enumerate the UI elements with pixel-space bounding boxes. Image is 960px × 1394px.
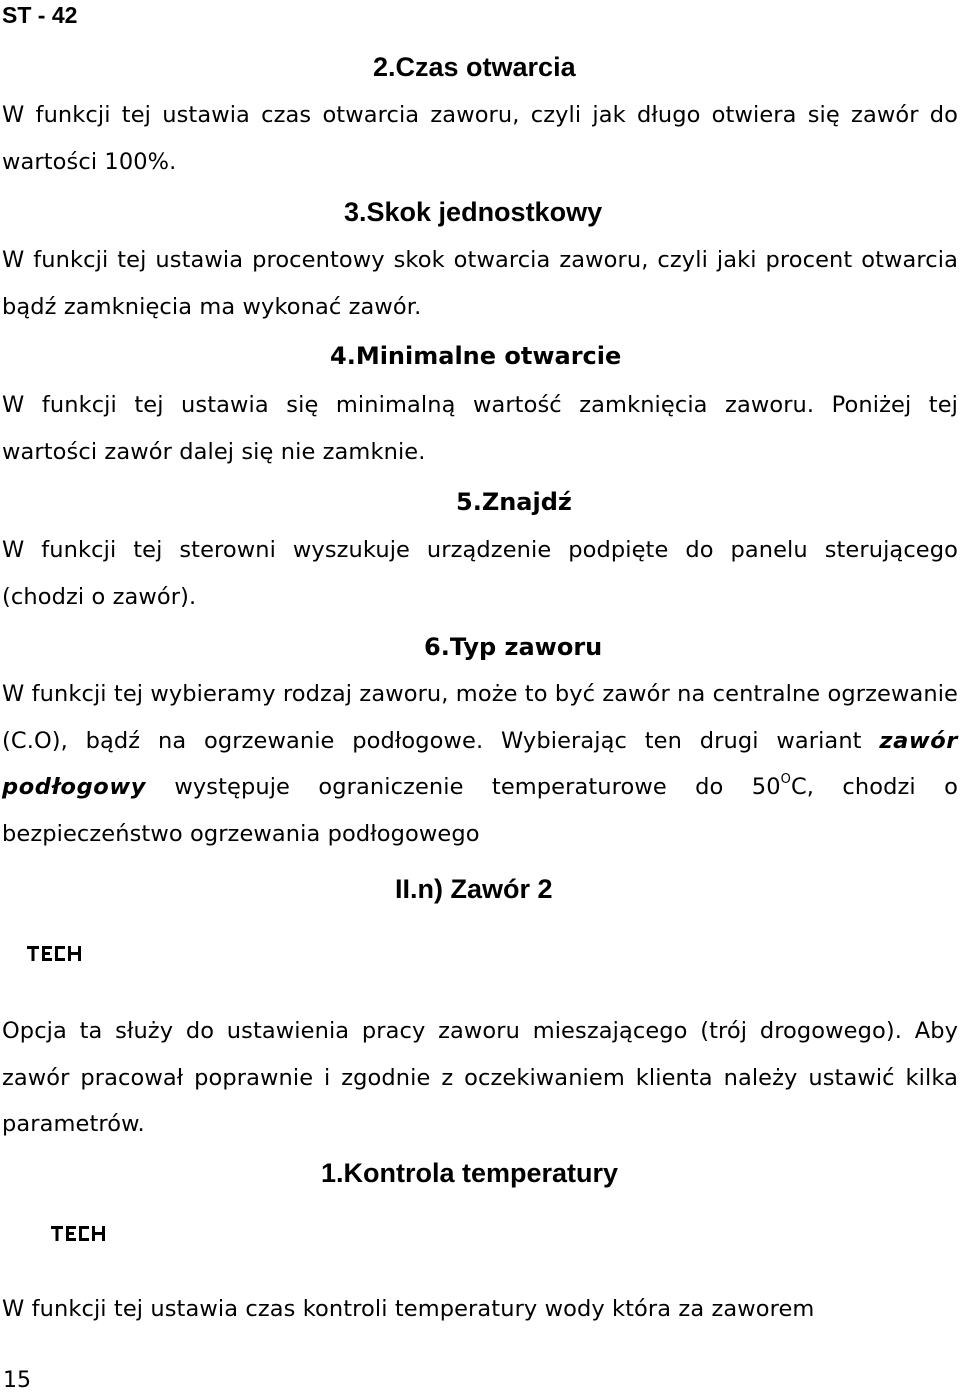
- body-text: C, chodzi o bezpieczeństwo ogrzewania podłogowego: [2, 774, 958, 847]
- section-heading-minimalne-otwarcie: 4.Minimalne otwarcie: [330, 342, 622, 370]
- section-body-kontrola-temperatury: W funkcji tej ustawia czas kontroli temperatury wody która za zaworem: [2, 1296, 815, 1322]
- body-text: występuje ograniczenie temperaturowe do 50: [145, 774, 781, 800]
- document-code: ST - 42: [2, 2, 78, 28]
- section-body-znajdz: W funkcji tej sterowni wyszukuje urządzenie podpięte do panelu sterującego (chodzi o zawór).: [2, 537, 958, 610]
- section-heading-skok-jednostkowy: 3.Skok jednostkowy: [344, 197, 603, 227]
- chapter-heading-zawor-2: II.n) Zawór 2: [395, 874, 553, 904]
- section-heading-kontrola-temperatury: 1.Kontrola temperatury: [321, 1158, 619, 1188]
- section-body-minimalne-otwarcie: W funkcji tej ustawia się minimalną wartość zamknięcia zaworu. Poniżej tej wartości zawór dalej się nie zamknie.: [2, 392, 958, 465]
- tech-logo-icon: [27, 946, 83, 962]
- page-number: 15: [3, 1368, 31, 1393]
- emphasis-zawor-podlogowy: zawór podłogowy: [2, 727, 958, 800]
- degree-superscript: O: [780, 772, 791, 787]
- chapter-intro-zawor-2: Opcja ta służy do ustawienia pracy zaworu mieszającego (trój drogowego). Aby zawór pracował poprawnie i zgodnie z oczekiwaniem klienta należy ustawić kilka parametrów.: [2, 1018, 958, 1137]
- section-body-skok-jednostkowy: W funkcji tej ustawia procentowy skok otwarcia zaworu, czyli jaki procent otwarcia bądź zamknięcia ma wykonać zawór.: [2, 247, 958, 320]
- section-heading-znajdz: 5.Znajdź: [456, 488, 572, 516]
- section-body-czas-otwarcia: W funkcji tej ustawia czas otwarcia zaworu, czyli jak długo otwiera się zawór do wartości 100%.: [2, 102, 958, 175]
- section-heading-typ-zaworu: 6.Typ zaworu: [424, 633, 603, 661]
- tech-logo-icon: [51, 1226, 107, 1242]
- section-heading-czas-otwarcia: 2.Czas otwarcia: [373, 52, 576, 82]
- body-text: W funkcji tej wybieramy rodzaj zaworu, może to być zawór na centralne ogrzewanie (C.O), bądź na ogrzewanie podłogowe. Wybierając ten drugi wariant: [2, 681, 958, 754]
- section-body-typ-zaworu: [2, 671, 958, 857]
